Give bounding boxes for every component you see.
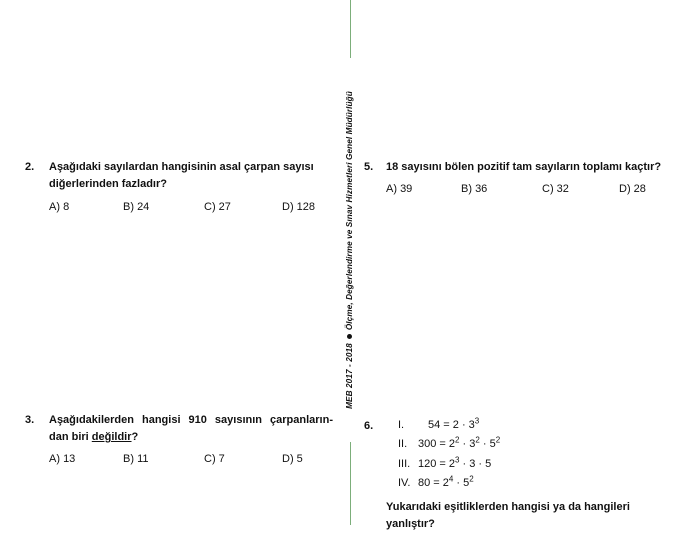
question-text-line: diğerlerinden fazladır? (49, 178, 167, 190)
question-number: 2. (25, 161, 35, 173)
column-divider-bottom (350, 442, 351, 525)
question-text-line: Aşağıdaki sayılardan hangisinin asal çarpan sayısı (49, 161, 314, 173)
option-a[interactable]: A) 8 (49, 201, 70, 213)
question-text (386, 499, 686, 533)
question-text-line: Aşağıdakilerden hangisi 910 sayısının çarpanların- (49, 414, 333, 426)
vertical-header-institution: Ölçme, Değerlendirme ve Sınav Hizmetleri Genel Müdürlüğü (345, 91, 354, 331)
question-number: 6. (364, 420, 374, 432)
vertical-header (339, 64, 361, 436)
bullet-dot-icon (347, 334, 352, 339)
option-d[interactable]: D) 28 (619, 183, 646, 195)
option-c[interactable]: C) 7 (204, 453, 225, 465)
option-a[interactable]: A) 13 (49, 453, 76, 465)
question-number: 5. (364, 161, 374, 173)
option-a[interactable]: A) 39 (386, 183, 413, 195)
question-text: 18 sayısını bölen pozitif tam sayıların toplamı kaçtır? (386, 161, 662, 173)
question-text (49, 159, 329, 193)
question-text-line: yanlıştır? (386, 518, 435, 530)
option-c[interactable]: C) 27 (204, 201, 231, 213)
option-b[interactable]: B) 11 (123, 453, 149, 465)
question-text-line: Yukarıdaki eşitliklerden hangisi ya da hangileri (386, 501, 630, 513)
option-b[interactable]: B) 24 (123, 201, 150, 213)
option-b[interactable]: B) 36 (461, 183, 488, 195)
question-text-line: dan biri değildir? (49, 431, 139, 443)
option-d[interactable]: D) 5 (282, 453, 303, 465)
option-d[interactable]: D) 128 (282, 201, 316, 213)
vertical-header-year: MEB 2017 - 2018 (345, 343, 354, 409)
option-c[interactable]: C) 32 (542, 183, 569, 195)
question-number: 3. (25, 414, 35, 426)
emphasis-underline: değildir (91, 431, 132, 443)
column-divider-top (350, 0, 351, 58)
question-text (49, 412, 333, 446)
